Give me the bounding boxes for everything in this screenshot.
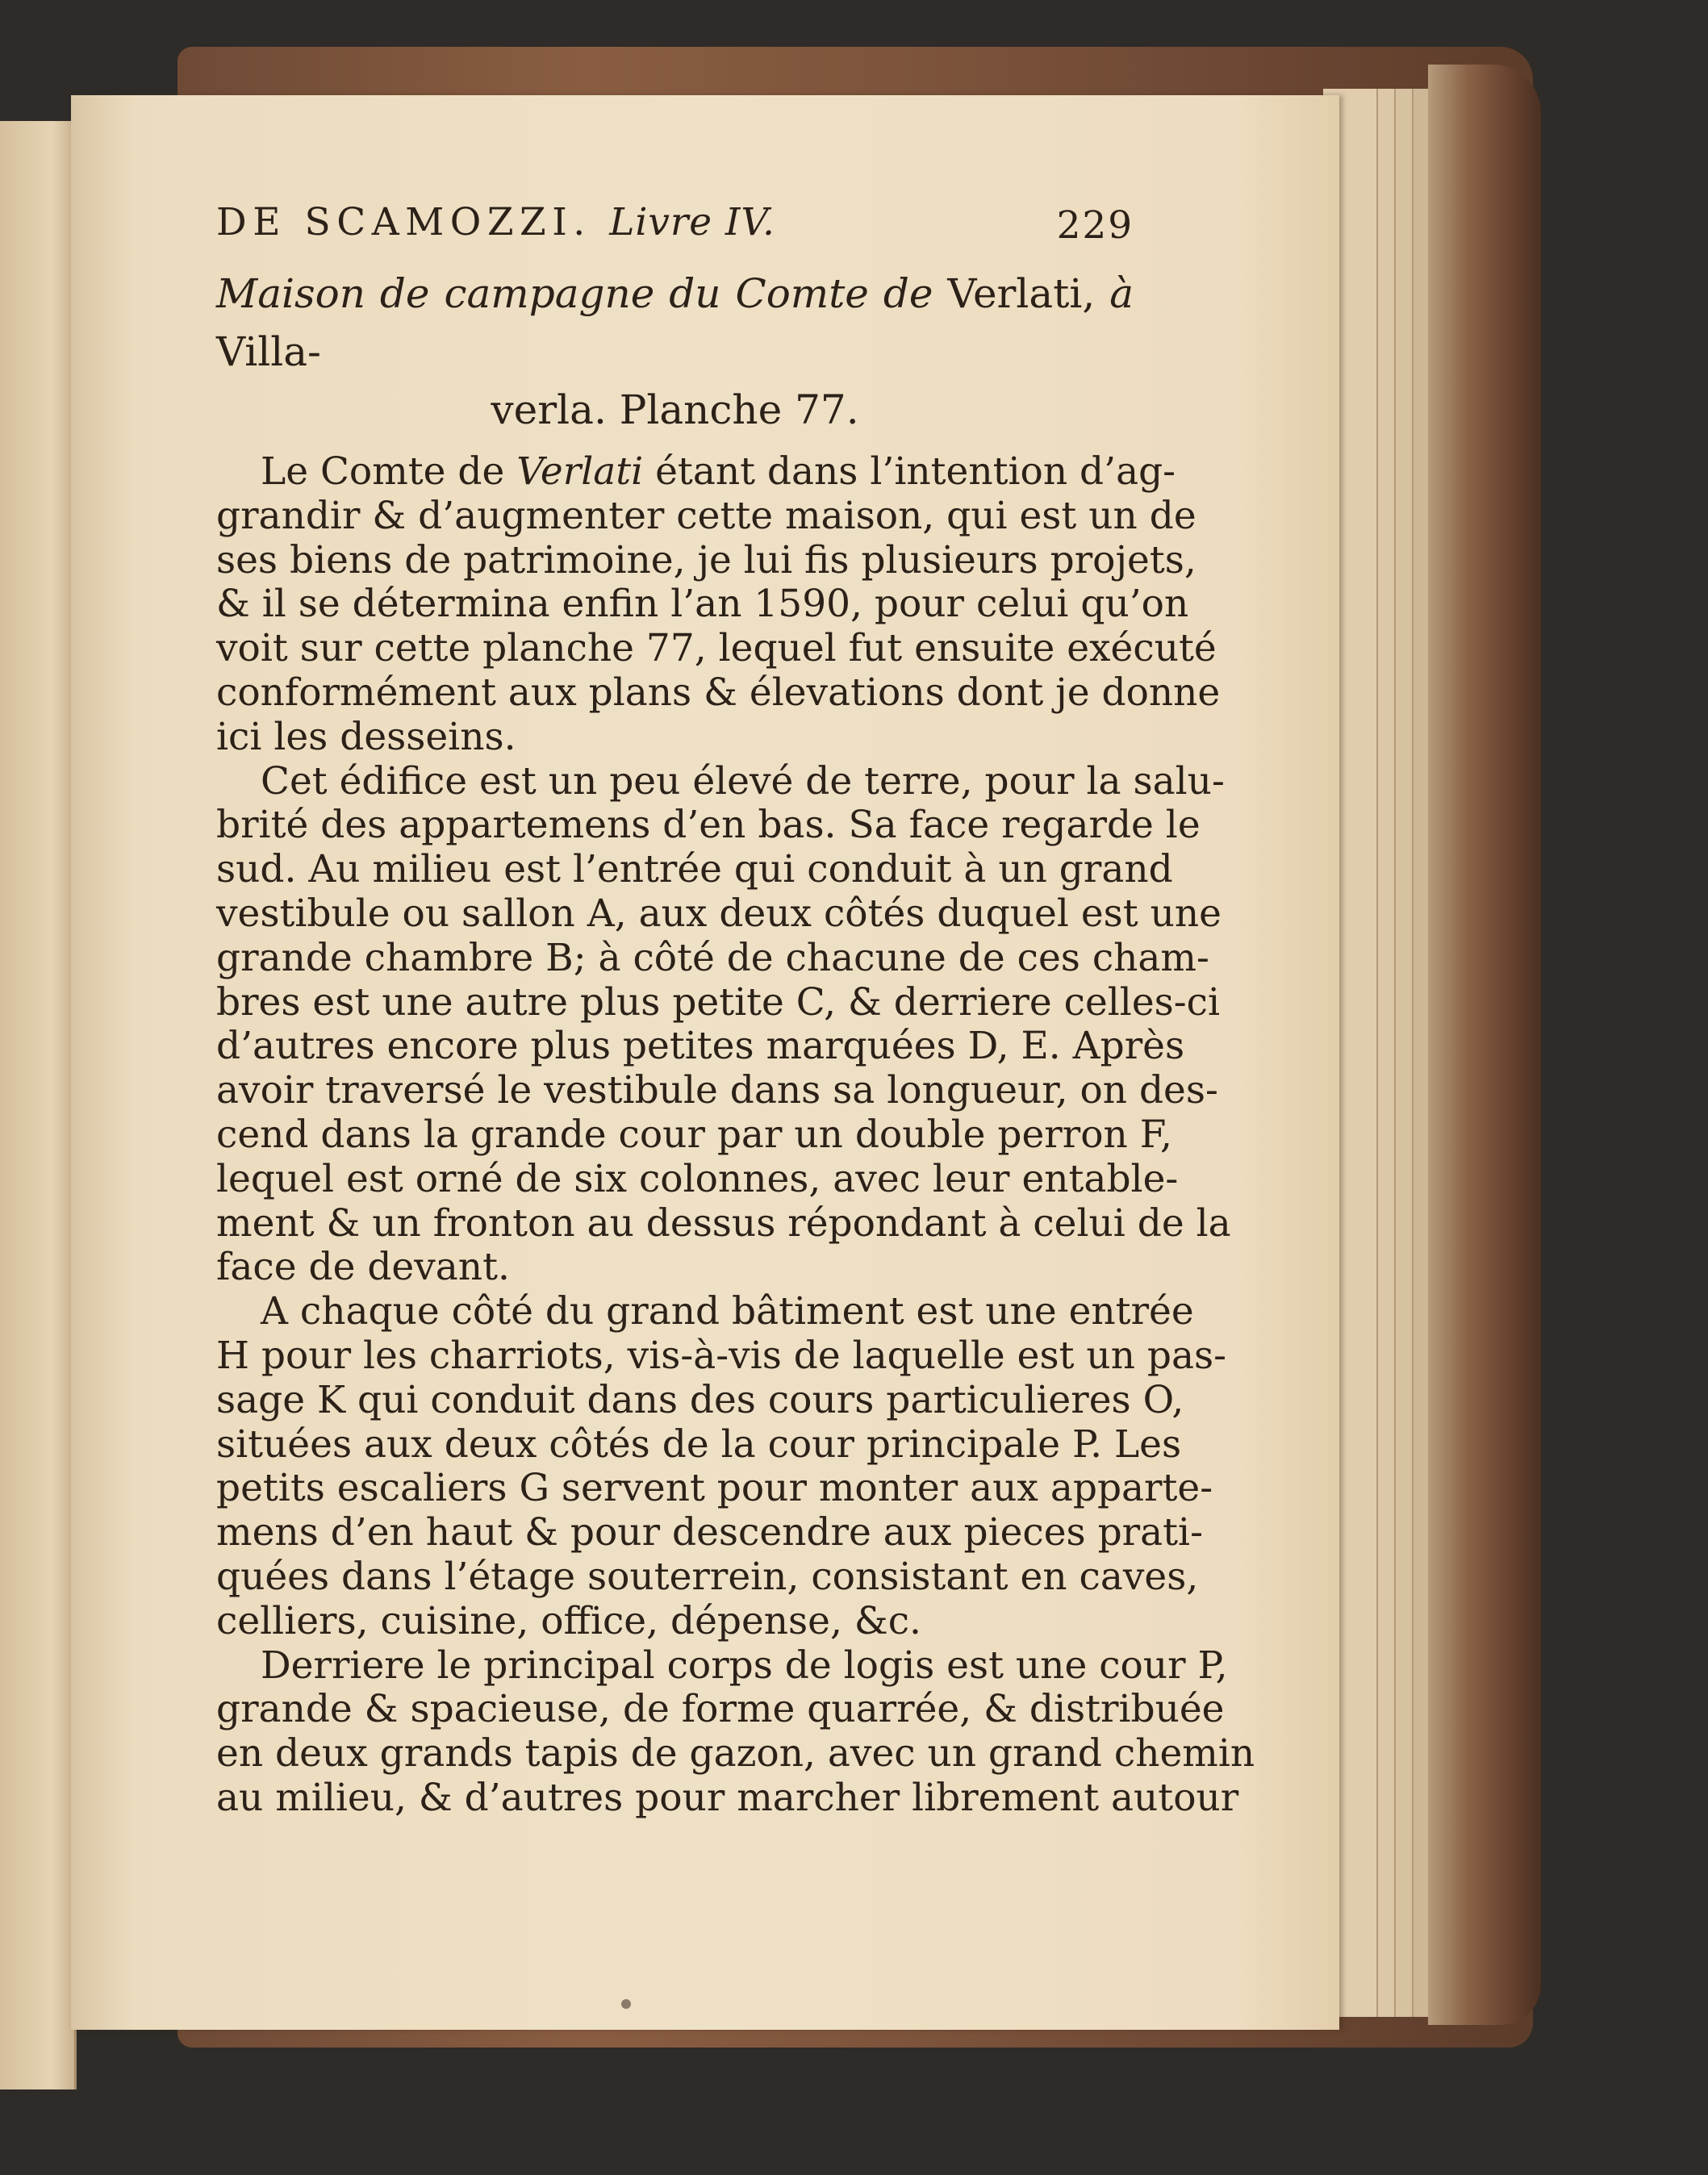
book-page	[71, 95, 1339, 2030]
paragraph	[216, 1643, 1255, 1821]
text-line: conformément aux plans & élevations dont je donne	[216, 670, 1221, 715]
paragraph	[216, 758, 1231, 1291]
paragraph	[216, 1289, 1227, 1643]
text-line: cend dans la grande cour par un double perron F,	[216, 1112, 1172, 1157]
italic-name: Verlati	[516, 449, 644, 494]
facing-page-edge	[0, 121, 77, 2089]
heading-italic: Maison de campagne du Comte de	[216, 270, 933, 317]
text-line: Cet édifice est un peu élevé de terre, pour la salu-	[261, 758, 1225, 804]
text-line: brité des appartemens d’en bas. Sa face regarde le	[216, 803, 1201, 848]
heading-roman: Villa-	[216, 328, 321, 375]
text-line: sud. Au milieu est l’entrée qui conduit à un grand	[216, 847, 1173, 892]
text-line: A chaque côté du grand bâtiment est une entrée	[261, 1289, 1194, 1334]
text-line: d’autres encore plus petites marquées D, E. Après	[216, 1024, 1185, 1069]
cover-edge	[1428, 65, 1541, 2025]
text-line: ses biens de patrimoine, je lui fis plusieurs projets,	[216, 537, 1196, 582]
text-line: avoir traversé le vestibule dans sa longueur, on des-	[216, 1068, 1218, 1113]
heading-italic: à	[1109, 270, 1134, 317]
text-line: vestibule ou sallon A, aux deux côtés duquel est une	[216, 891, 1221, 936]
text-line: sage K qui conduit dans des cours particulieres O,	[216, 1377, 1184, 1422]
heading-roman: Verlati,	[947, 270, 1096, 317]
page-number: 229	[1056, 203, 1134, 248]
text-line: lequel est orné de six colonnes, avec leur entable-	[216, 1156, 1179, 1201]
text-line: mens d’en haut & pour descendre aux pieces prati-	[216, 1510, 1203, 1555]
line-segment: Le Comte de	[261, 449, 517, 494]
text-line: grande chambre B; à côté de chacune de ces cham-	[216, 935, 1209, 980]
body-text	[216, 449, 1255, 1821]
heading-line: verla. Planche 77.	[491, 386, 859, 433]
running-title	[216, 200, 775, 244]
text-line	[216, 449, 1176, 495]
text-line: Derriere le principal corps de logis est une cour P,	[261, 1643, 1228, 1688]
section-heading	[216, 265, 1134, 439]
text-line: & il se détermina enfin l’an 1590, pour celui qu’on	[216, 582, 1189, 627]
text-line: grandir & d’augmenter cette maison, qui est un de	[216, 493, 1196, 538]
line-segment: étant dans l’intention d’ag-	[643, 449, 1176, 494]
text-line: face de devant.	[216, 1245, 510, 1290]
text-block	[216, 200, 1255, 1821]
text-line: petits escaliers G servent pour monter aux apparte-	[216, 1466, 1213, 1511]
text-line: grande & spacieuse, de forme quarrée, & distribuée	[216, 1687, 1225, 1732]
heading-line	[216, 265, 1134, 381]
paper-speck	[621, 1999, 631, 2009]
text-line: en deux grands tapis de gazon, avec un grand chemin	[216, 1731, 1255, 1776]
text-line: H pour les charriots, vis-à-vis de laquelle est un pas-	[216, 1333, 1227, 1378]
text-line: au milieu, & d’autres pour marcher librement autour	[216, 1775, 1239, 1820]
paragraph	[216, 449, 1221, 760]
running-title-caps: DE SCAMOZZI.	[216, 200, 591, 244]
running-head	[216, 200, 1134, 265]
text-line: ici les desseins.	[216, 714, 516, 759]
text-line: ment & un fronton au dessus répondant à celui de la	[216, 1200, 1231, 1246]
text-line: celliers, cuisine, office, dépense, &c.	[216, 1598, 921, 1643]
text-line: situées aux deux côtés de la cour principale P. Les	[216, 1421, 1182, 1467]
text-line: quées dans l’étage souterrein, consistant en caves,	[216, 1554, 1199, 1599]
running-title-italic: Livre IV.	[609, 200, 775, 244]
text-line: bres est une autre plus petite C, & derriere celles-ci	[216, 979, 1221, 1025]
text-line: voit sur cette planche 77, lequel fut ensuite exécuté	[216, 626, 1217, 671]
